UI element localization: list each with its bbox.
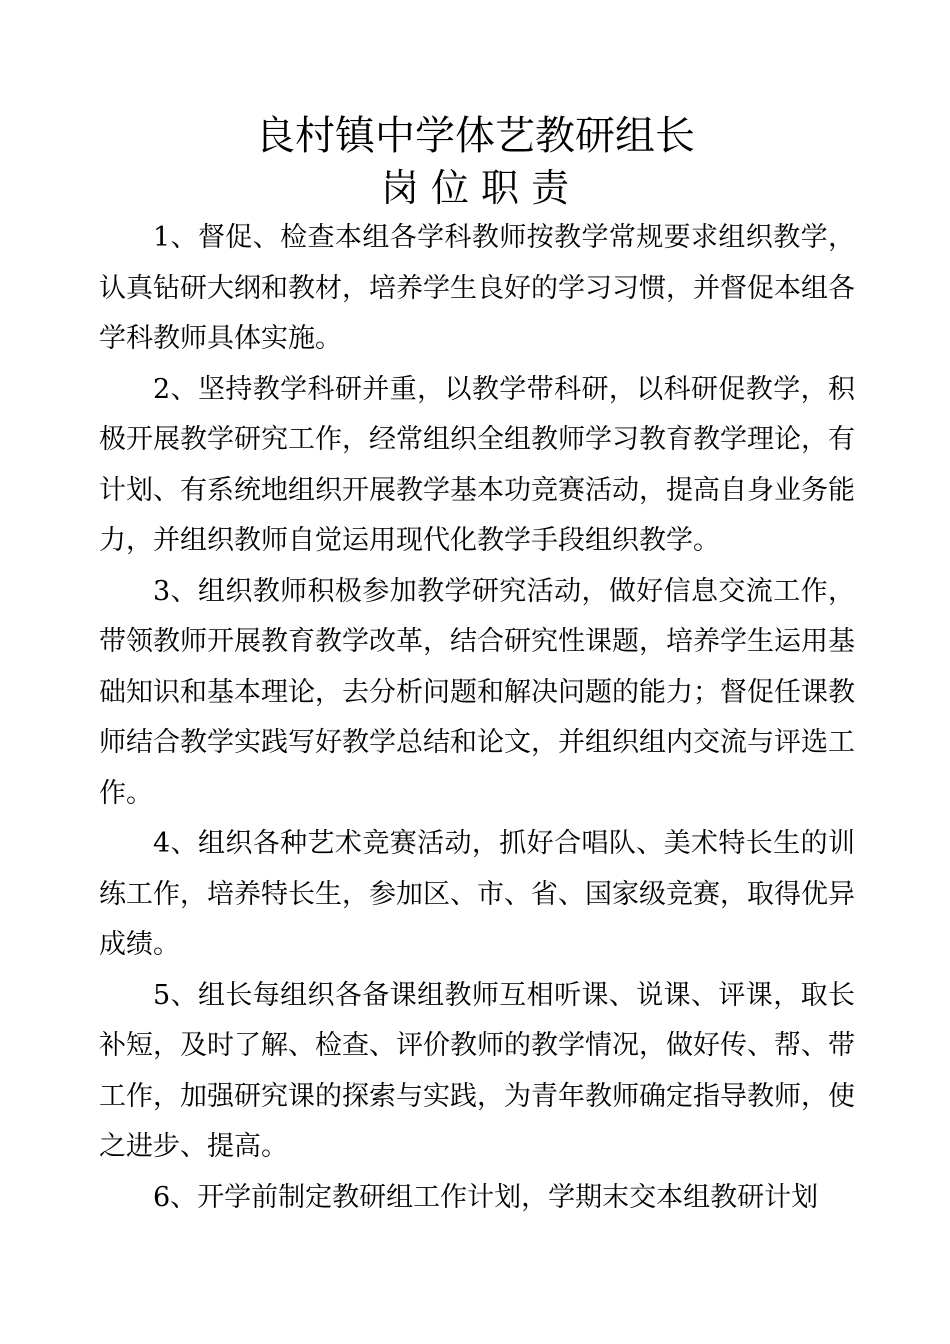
paragraph-1: 1、督促、检查本组各学科教师按教学常规要求组织教学，认真钻研大纲和教材，培养学生良好的学习习惯，并督促本组各学科教师具体实施。 [99, 222, 855, 354]
paragraph-2: 2、坚持教学科研并重，以教学带科研，以科研促教学，积极开展教学研究工作，经常组织全组教师学习教育教学理论，有计划、有系统地组织开展教学基本功竞赛活动，提高自身业务能力，并组织教师自觉运用现代化教学手段组织教学。 [99, 373, 855, 556]
document-body [99, 213, 855, 1223]
paragraph-3: 3、组织教师积极参加教学研究活动，做好信息交流工作，带领教师开展教育教学改革，结合研究性课题，培养学生运用基础知识和基本理论，去分析问题和解决问题的能力；督促任课教师结合教学实践写好教学总结和论文，并组织组内交流与评选工作。 [99, 575, 855, 809]
document-title: 良村镇中学体艺教研组长 [255, 113, 695, 159]
paragraph-5: 5、组长每组织各备课组教师互相听课、说课、评课，取长补短，及时了解、检查、评价教师的教学情况，做好传、帮、带工作，加强研究课的探索与实践，为青年教师确定指导教师，使之进步、提高。 [99, 979, 855, 1162]
paragraph-6: 6、开学前制定教研组工作计划，学期末交本组教研计划 [153, 1181, 819, 1213]
paragraph-4: 4、组织各种艺术竞赛活动，抓好合唱队、美术特长生的训练工作，培养特长生，参加区、市、省、国家级竞赛，取得优异成绩。 [99, 828, 855, 960]
document-subtitle: 岗 位 职 责 [380, 166, 570, 210]
